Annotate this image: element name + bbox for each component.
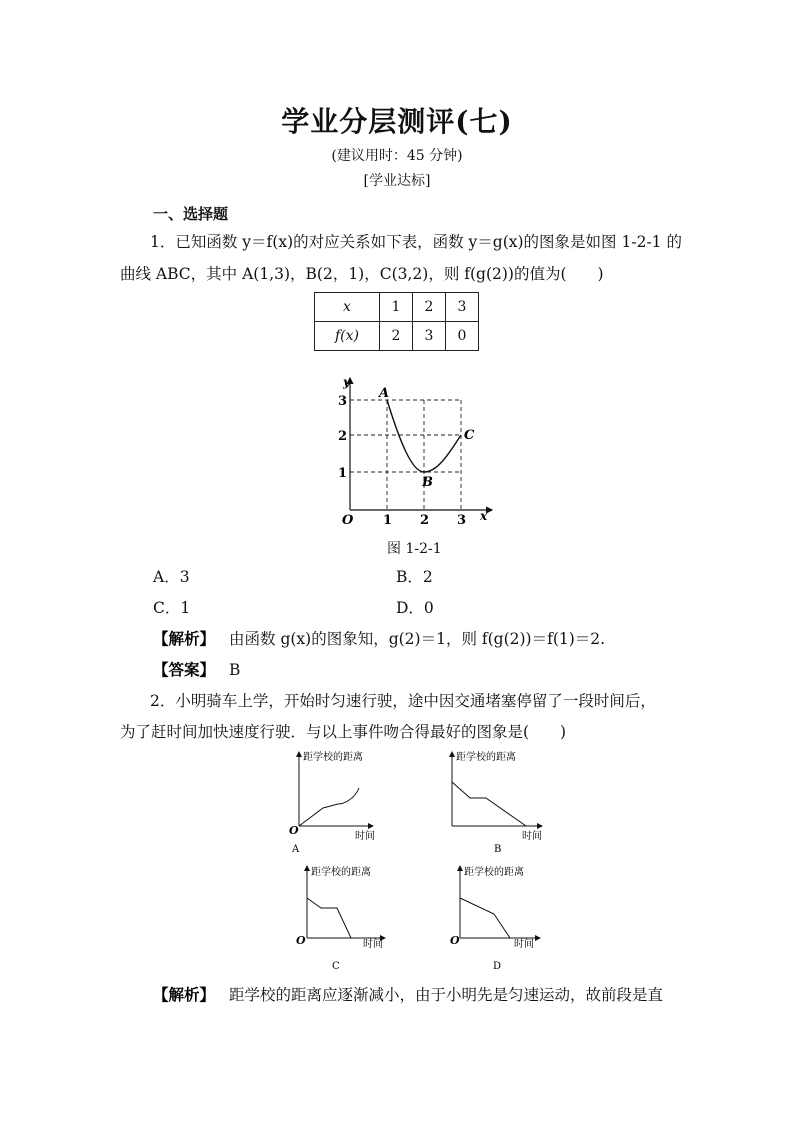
analysis-label: 【解析】 — [153, 629, 216, 648]
y-axis-label: y — [343, 375, 350, 389]
q2-stem-line1: 2．小明骑车上学，开始时匀速行驶，途中因交通堵塞停留了一段时间后， — [150, 692, 656, 710]
graph-ylabel: 距学校的距离 — [456, 752, 516, 763]
graph-xlabel: 时间 — [522, 831, 542, 842]
x-tick-label: 3 — [457, 513, 467, 528]
table-row-head-fx: f(x) — [315, 322, 380, 351]
table-cell: 3 — [413, 322, 446, 351]
q1-answer — [153, 660, 240, 680]
point-a-label: A — [379, 386, 390, 401]
option-c: C．1 — [153, 599, 191, 617]
point-b-label: B — [422, 475, 433, 490]
option-b: B．2 — [396, 568, 433, 586]
graph-d-line — [460, 898, 510, 938]
graph-c — [289, 862, 399, 974]
y-tick-label: 1 — [338, 466, 348, 481]
q2-analysis — [153, 985, 663, 1005]
graph-xlabel: 时间 — [355, 831, 375, 842]
graph-b-line — [452, 782, 526, 826]
section-heading: 一、选择题 — [153, 205, 229, 223]
graph-ylabel: 距学校的距离 — [303, 752, 363, 763]
graph-d-label: D — [493, 961, 502, 972]
graph-xlabel: 时间 — [363, 939, 383, 950]
graph-b-label: B — [494, 844, 502, 855]
curve-abc-figure — [330, 372, 500, 530]
x-axis-label: x — [480, 509, 488, 523]
q1-stem-line2: 曲线 ABC，其中 A(1,3)，B(2，1)，C(3,2)，则 f(g(2))的值为( ) — [120, 265, 604, 283]
table-cell: 2 — [413, 293, 446, 322]
function-table — [314, 292, 479, 351]
graph-a-label: A — [292, 844, 300, 855]
table-cell: 2 — [380, 322, 413, 351]
graph-origin: O — [296, 934, 306, 947]
answer-text: B — [229, 661, 241, 679]
x-tick-label: 2 — [420, 513, 430, 528]
y-tick-label: 3 — [338, 394, 348, 409]
figure-caption: 图 1-2-1 — [387, 541, 442, 557]
graph-ylabel: 距学校的距离 — [464, 867, 524, 878]
graph-a-line — [299, 788, 359, 826]
analysis-text: 由函数 g(x)的图象知，g(2)＝1，则 f(g(2))＝f(1)＝2. — [229, 630, 606, 648]
answer-label: 【答案】 — [153, 660, 216, 679]
analysis-label: 【解析】 — [153, 985, 216, 1004]
graph-ylabel: 距学校的距离 — [311, 867, 371, 878]
q1-analysis — [153, 629, 605, 649]
option-a: A．3 — [153, 568, 190, 586]
graph-c-line — [307, 898, 351, 938]
guide-lines — [350, 400, 461, 510]
analysis-text: 距学校的距离应逐渐减小，由于小明先是匀速运动，故前段是直 — [229, 986, 664, 1004]
table-cell: 1 — [380, 293, 413, 322]
point-c-label: C — [464, 428, 475, 443]
graph-xlabel: 时间 — [514, 939, 534, 950]
table-cell: 0 — [446, 322, 479, 351]
level-label: [学业达标] — [363, 173, 431, 189]
y-tick-label: 2 — [338, 429, 348, 444]
table-cell: 3 — [446, 293, 479, 322]
page-title: 学业分层测评(七) — [281, 105, 513, 138]
table-row-head-x: x — [315, 293, 380, 322]
q2-stem-line2: 为了赶时间加快速度行驶．与以上事件吻合得最好的图象是( ) — [120, 723, 567, 741]
graph-origin: O — [289, 824, 299, 837]
x-tick-label: 1 — [383, 513, 393, 528]
q1-stem-line1: 1．已知函数 y＝f(x)的对应关系如下表，函数 y＝g(x)的图象是如图 1-2-1 的 — [150, 233, 682, 251]
origin-label: O — [342, 513, 354, 528]
graph-c-label: C — [332, 961, 340, 972]
graph-d — [444, 862, 554, 974]
graph-origin: O — [450, 934, 460, 947]
time-hint: (建议用时：45 分钟) — [331, 148, 463, 164]
graph-b — [434, 748, 564, 856]
option-d: D．0 — [396, 599, 434, 617]
